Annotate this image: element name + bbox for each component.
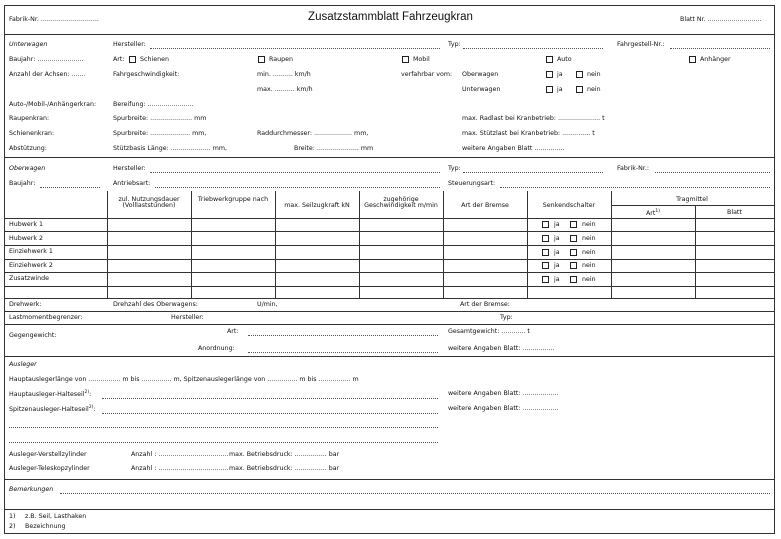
footnote-1-num: 1)	[9, 513, 16, 520]
nein-label: nein	[582, 262, 596, 269]
col-nutzungsdauer: zul. Nutzungsdauer (Volllaststunden)	[118, 196, 180, 210]
hubwerk1-ja-checkbox[interactable]	[542, 221, 549, 228]
bereifung-field[interactable]: Bereifung: .......................	[113, 101, 194, 108]
hubwerk2-nein-checkbox[interactable]	[570, 235, 577, 242]
uw-hersteller-field[interactable]	[150, 48, 440, 49]
anhaenger-checkbox[interactable]	[689, 56, 696, 63]
mobil-label: Mobil	[413, 56, 430, 63]
table-row-line	[4, 286, 775, 287]
lastmoment-typ-label: Typ:	[500, 314, 513, 321]
anordnung-label: Anordnung:	[198, 345, 235, 352]
fahrgestell-nr-label: Fahrgestell-Nr.:	[617, 41, 665, 48]
ow-ja-checkbox[interactable]	[546, 71, 553, 78]
ow-nein-checkbox[interactable]	[576, 71, 583, 78]
ja-label: ja	[554, 262, 560, 269]
table-row-line	[4, 245, 775, 246]
nein-label: nein	[587, 71, 601, 78]
section-heading-unterwagen: Unterwagen	[9, 41, 48, 48]
stuetzbasis-field[interactable]: Stützbasis Länge: .................... mm,	[113, 145, 228, 152]
gesamtgewicht-field[interactable]: Gesamtgewicht: ............ t	[448, 328, 530, 335]
table-row-line	[4, 231, 775, 232]
ow-hersteller-label: Hersteller:	[113, 165, 146, 172]
col-triebwerkgruppe: Triebwerkgruppe nach	[197, 196, 269, 203]
ja-label: ja	[554, 249, 560, 256]
divider	[4, 324, 775, 325]
table-row-label: Zusatzwinde	[9, 275, 49, 282]
gegengewicht-art-label: Art:	[227, 328, 239, 335]
section-heading-ausleger: Ausleger	[9, 361, 37, 368]
divider	[4, 34, 775, 35]
teleskop-druck-field[interactable]: max. Betriebsdruck: ................ bar	[229, 465, 340, 472]
ow-fabrik-nr-field[interactable]	[655, 172, 770, 173]
ja-label: ja	[554, 276, 560, 283]
zusatzwinde-nein-checkbox[interactable]	[570, 276, 577, 283]
schienenkran-label: Schienenkran:	[9, 130, 55, 137]
teleskop-anzahl-field[interactable]: Anzahl : ...................................	[131, 465, 229, 472]
section-heading-bemerkungen: Bemerkungen	[9, 486, 54, 493]
verstell-druck-field[interactable]: max. Betriebsdruck: ................ bar	[229, 451, 340, 458]
ow-fabrik-nr-label: Fabrik-Nr.:	[617, 165, 650, 172]
anzahl-achsen-field[interactable]: Anzahl der Achsen: .......	[9, 71, 86, 78]
ja-label: ja	[554, 235, 560, 242]
col-seilzugkraft: max. Seilzugkraft kN	[284, 202, 350, 209]
table-row-line	[4, 259, 775, 260]
drehwerk-label: Drehwerk:	[9, 301, 42, 308]
ow-baujahr-label: Baujahr:	[9, 180, 36, 187]
ausleger-weitere-1-field[interactable]: weitere Angaben Blatt: ..................	[448, 390, 559, 397]
ausleger-blank-line[interactable]	[9, 442, 438, 443]
min-speed-field[interactable]: min. .......... km/h	[257, 71, 311, 78]
form-border	[4, 5, 775, 534]
auslegerlaenge-field[interactable]: Hauptauslegerlänge von ................ m bis ............... m, Spitzenauslegerlänge von ............... m bis ................ m	[9, 376, 359, 383]
antriebsart-field[interactable]	[155, 187, 440, 188]
table-row-label: Hubwerk 2	[9, 235, 43, 242]
lastmoment-hersteller-label: Hersteller:	[171, 314, 204, 321]
footnote-2-num: 2)	[9, 523, 16, 530]
bemerkungen-field[interactable]	[60, 493, 770, 494]
anordnung-field[interactable]	[248, 352, 438, 353]
divider	[4, 311, 775, 312]
footnote-2-text: Bezeichnung	[25, 523, 66, 530]
max-stuetzlast-field[interactable]: max. Stützlast bei Kranbetrieb: .............. t	[462, 130, 595, 137]
auto-label: Auto	[557, 56, 572, 63]
col-tragmittel: Tragmittel	[676, 196, 708, 203]
footnote-ref: 1)	[655, 209, 660, 214]
steuerungsart-label: Steuerungsart:	[448, 180, 496, 187]
ow-typ-label: Typ:	[448, 165, 461, 172]
table-row-line	[4, 218, 775, 219]
auto-checkbox[interactable]	[546, 56, 553, 63]
blatt-nr-field[interactable]: Blatt Nr. ...........................	[680, 16, 762, 23]
ja-label: ja	[557, 86, 563, 93]
page-title: Zusatzstammblatt Fahrzeugkran	[308, 11, 473, 23]
footnote-1-text: z.B. Seil, Lasthaken	[25, 513, 87, 520]
anhaenger-label: Anhänger	[700, 56, 731, 63]
einziehwerk2-nein-checkbox[interactable]	[570, 262, 577, 269]
ja-label: ja	[557, 71, 563, 78]
abstuetzung-label: Abstützung:	[9, 145, 47, 152]
divider	[4, 298, 775, 299]
table-row-label: Einziehwerk 2	[9, 262, 53, 269]
max-speed-field[interactable]: max. .......... km/h	[257, 86, 313, 93]
divider	[4, 356, 775, 357]
section-heading-oberwagen: Oberwagen	[9, 165, 46, 172]
breite-field[interactable]: Breite: ..................... mm	[294, 145, 374, 152]
uw-weitere-angaben-field[interactable]: weitere Angaben Blatt ...............	[462, 145, 565, 152]
spitzen-halteseil-field[interactable]	[102, 413, 438, 414]
zusatzwinde-ja-checkbox[interactable]	[542, 276, 549, 283]
u-min-label: U/min,	[257, 301, 278, 308]
lastmoment-label: Lastmomentbegrenzer:	[9, 314, 83, 321]
footnote-ref: 2)	[84, 390, 90, 395]
raddurchmesser-field[interactable]: Raddurchmesser: ................... mm,	[257, 130, 369, 137]
nein-label: nein	[582, 235, 596, 242]
fahrgeschwindigkeit-label: Fahrgeschwindigkeit:	[113, 71, 180, 78]
divider	[4, 509, 775, 510]
col-tragmittel-blatt: Blatt	[727, 209, 742, 216]
tragmittel-divider	[611, 205, 775, 206]
footnote-ref: 2)	[88, 405, 94, 410]
fahrgestell-nr-field[interactable]	[670, 48, 770, 49]
uw-typ-label: Typ:	[448, 41, 461, 48]
table-row-label: Einziehwerk 1	[9, 248, 53, 255]
divider	[4, 157, 775, 158]
uw-baujahr-field[interactable]: Baujahr: .......................	[9, 56, 84, 63]
schienen-label: Schienen	[140, 56, 169, 63]
hubwerk1-nein-checkbox[interactable]	[570, 221, 577, 228]
col-senkendschalter: Senkendschalter	[542, 202, 596, 209]
uw-hersteller-label: Hersteller:	[113, 41, 146, 48]
ausleger-weitere-2-field[interactable]: weitere Angaben Blatt: ..................	[448, 405, 559, 412]
uw-nein-checkbox[interactable]	[576, 86, 583, 93]
ow-hersteller-field[interactable]	[150, 172, 440, 173]
verfahrbar-unterwagen-label: Unterwagen	[462, 86, 501, 93]
einziehwerk1-nein-checkbox[interactable]	[570, 249, 577, 256]
verstellzylinder-label: Ausleger-Verstellzylinder	[9, 451, 87, 458]
raupenkran-label: Raupenkran:	[9, 115, 50, 122]
einziehwerk2-ja-checkbox[interactable]	[542, 262, 549, 269]
nein-label: nein	[582, 276, 596, 283]
nein-label: nein	[582, 221, 596, 228]
teleskopzylinder-label: Ausleger-Teleskopzylinder	[9, 465, 90, 472]
schienen-spurbreite-field[interactable]: Spurbreite: .................... mm,	[113, 130, 207, 137]
hubwerk2-ja-checkbox[interactable]	[542, 235, 549, 242]
raupen-checkbox[interactable]	[258, 56, 265, 63]
uw-ja-checkbox[interactable]	[546, 86, 553, 93]
haupt-halteseil-field[interactable]	[102, 398, 438, 399]
col-art-bremse: Art der Bremse	[461, 202, 509, 209]
col-tragmittel-art: Art$^{1)}$	[646, 209, 660, 218]
schienen-checkbox[interactable]	[129, 56, 136, 63]
drehwerk-art-bremse-label: Art der Bremse:	[460, 301, 510, 308]
verfahrbar-oberwagen-label: Oberwagen	[462, 71, 499, 78]
divider	[4, 479, 775, 480]
ow-baujahr-field[interactable]	[40, 187, 100, 188]
fabrik-nr-field[interactable]: Fabrik-Nr. .............................	[9, 16, 99, 23]
auto-mobil-label: Auto-/Mobil-/Anhängerkran:	[9, 101, 97, 108]
ja-label: ja	[554, 221, 560, 228]
verfahrbar-label: verfahrbar vom:	[401, 71, 453, 78]
drehzahl-label: Drehzahl des Oberwagens:	[113, 301, 198, 308]
steuerungsart-field[interactable]	[500, 187, 770, 188]
nein-label: nein	[587, 86, 601, 93]
antriebsart-label: Antriebsart:	[113, 180, 151, 187]
drehwerk-weitere-field[interactable]: weitere Angaben Blatt: ................	[448, 345, 555, 352]
nein-label: nein	[582, 249, 596, 256]
verstell-anzahl-field[interactable]: Anzahl : ...................................	[131, 451, 229, 458]
mobil-checkbox[interactable]	[402, 56, 409, 63]
col-geschwindigkeit: zugehörige Geschwindigkeit m/min	[364, 196, 438, 210]
gegengewicht-label: Gegengewicht:	[9, 332, 57, 339]
raupen-spurbreite-field[interactable]: Spurbreite: ..................... mm	[113, 115, 207, 122]
haupt-halteseil-label: Hauptausleger-Halteseil$^{2)}$:	[9, 390, 92, 399]
ow-typ-field[interactable]	[463, 172, 603, 173]
einziehwerk1-ja-checkbox[interactable]	[542, 249, 549, 256]
table-row-line	[4, 272, 775, 273]
raupen-label: Raupen	[269, 56, 293, 63]
ausleger-blank-line[interactable]	[9, 427, 438, 428]
table-row-label: Hubwerk 1	[9, 221, 43, 228]
spitzen-halteseil-label: Spitzenausleger-Halteseil$^{2)}$:	[9, 405, 96, 414]
uw-art-label: Art:	[113, 56, 125, 63]
gegengewicht-art-field[interactable]	[248, 335, 438, 336]
uw-typ-field[interactable]	[463, 48, 603, 49]
max-radlast-field[interactable]: max. Radlast bei Kranbetrieb: ..................... t	[462, 115, 605, 122]
